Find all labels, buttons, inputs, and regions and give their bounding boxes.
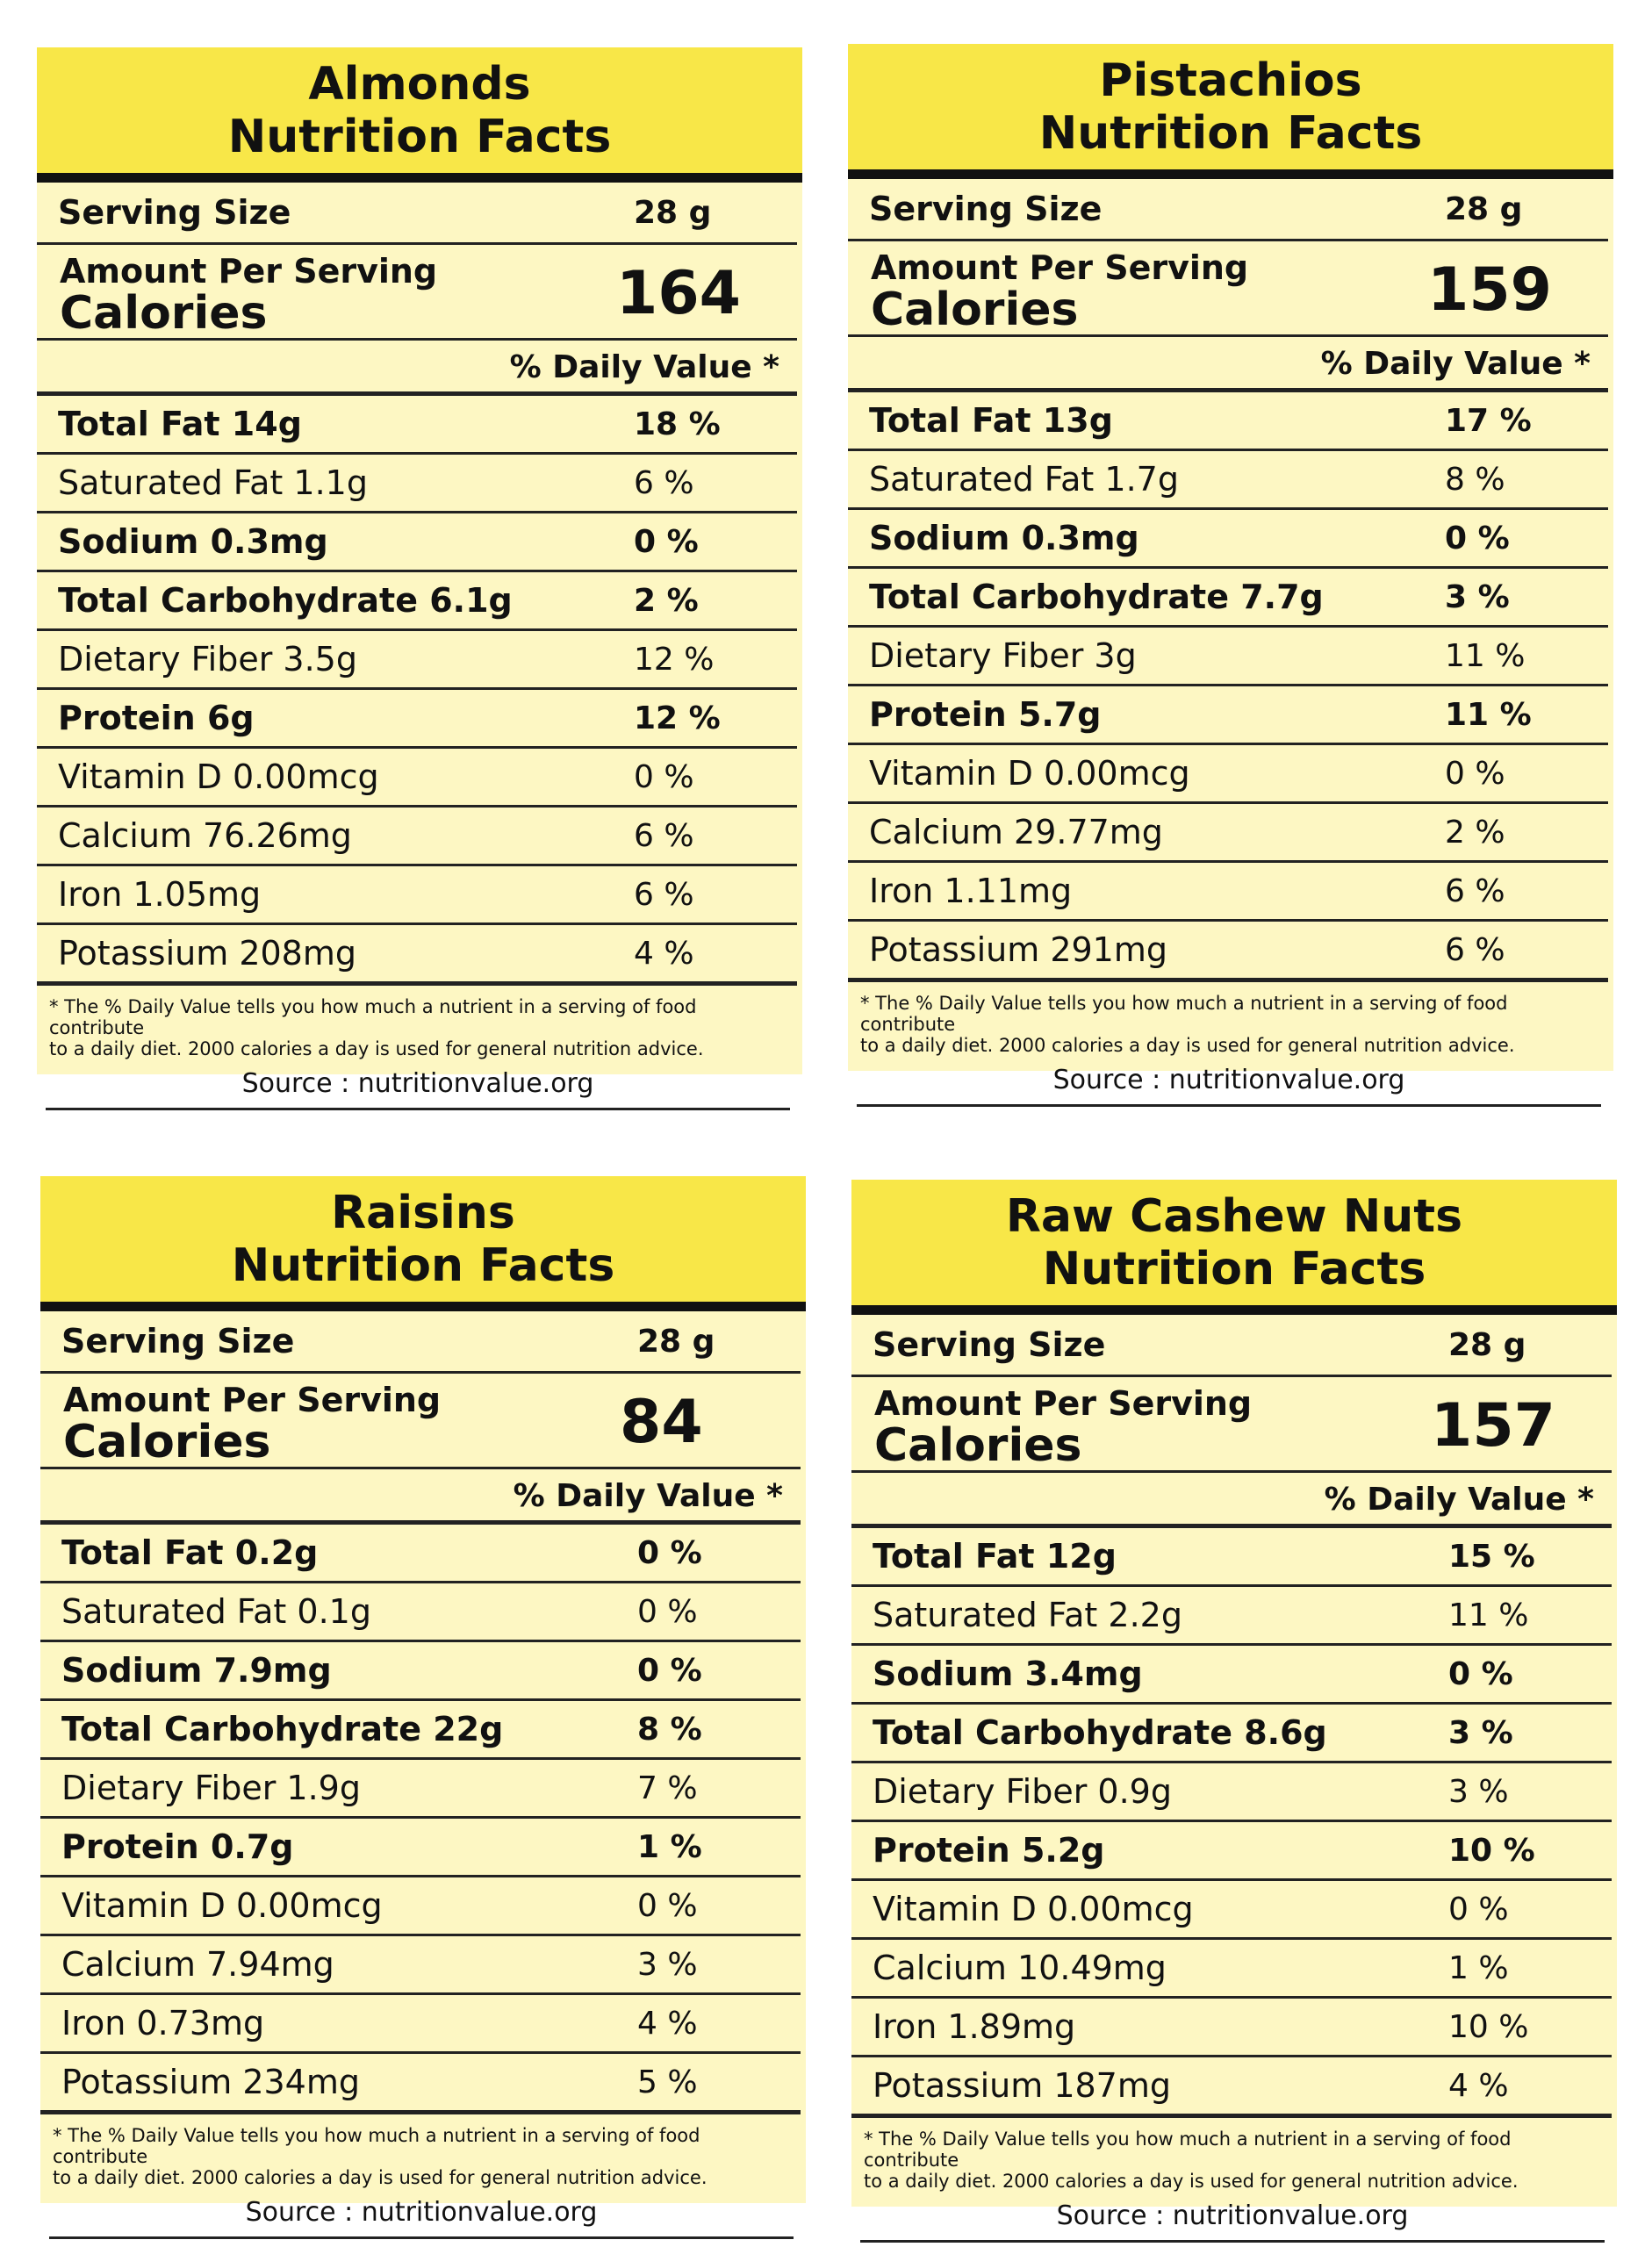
nutrient-daily-value: 10 %: [1448, 2008, 1529, 2045]
nutrient-daily-value: 2 %: [1445, 814, 1505, 851]
footnote: [40, 2114, 806, 2188]
nutrient-row: [851, 1822, 1612, 1881]
daily-value-header: [40, 1469, 801, 1525]
nutrient-name: Total Fat 12g: [873, 1537, 1117, 1576]
calories-row: [37, 245, 797, 341]
serving-size-value: 28 g: [637, 1323, 715, 1360]
nutrient-daily-value: 3 %: [637, 1946, 698, 1983]
nutrient-row: [37, 749, 797, 808]
nutrient-daily-value: 6 %: [634, 817, 694, 854]
nutrient-row: [37, 396, 797, 455]
calories-label: Calories: [874, 1419, 1082, 1472]
label-subtitle: Nutrition Facts: [1042, 1242, 1426, 1296]
amount-per-serving-label: Amount Per Serving: [63, 1381, 442, 1419]
nutrient-row: [848, 451, 1608, 510]
label-title: Pistachios: [1099, 54, 1362, 107]
nutrient-list: [851, 1528, 1617, 2118]
nutrient-name: Sodium 7.9mg: [61, 1651, 332, 1690]
nutrient-list: [37, 396, 802, 986]
label-title: Raisins: [331, 1186, 515, 1239]
nutrient-name: Potassium 291mg: [869, 930, 1167, 969]
label-header: [37, 47, 802, 183]
amount-per-serving-label: Amount Per Serving: [871, 248, 1249, 287]
nutrient-name: Calcium 10.49mg: [873, 1949, 1167, 1987]
nutrient-name: Vitamin D 0.00mcg: [58, 757, 379, 796]
nutrient-name: Total Carbohydrate 6.1g: [58, 581, 513, 620]
serving-size-row: [848, 179, 1608, 241]
nutrient-daily-value: 0 %: [1448, 1655, 1513, 1692]
amount-per-serving-label: Amount Per Serving: [874, 1384, 1253, 1423]
nutrient-row: [851, 1646, 1612, 1705]
nutrient-row: [40, 2054, 801, 2114]
nutrient-name: Potassium 187mg: [873, 2066, 1171, 2105]
nutrient-daily-value: 8 %: [637, 1711, 702, 1748]
nutrient-daily-value: 11 %: [1445, 637, 1526, 674]
footnote: [37, 986, 802, 1059]
nutrient-name: Vitamin D 0.00mcg: [873, 1890, 1194, 1928]
nutrient-row: [848, 392, 1608, 451]
serving-size-row: [851, 1315, 1612, 1377]
nutrient-list: [40, 1525, 806, 2114]
nutrient-row: [40, 1819, 801, 1877]
calories-value: 159: [1427, 255, 1552, 325]
serving-size-label: Serving Size: [58, 193, 291, 232]
nutrient-row: [40, 1583, 801, 1642]
nutrient-row: [40, 1701, 801, 1760]
nutrient-daily-value: 12 %: [634, 700, 721, 736]
daily-value-label: % Daily Value *: [509, 349, 779, 385]
nutrient-row: [40, 1642, 801, 1701]
nutrient-daily-value: 5 %: [637, 2064, 698, 2100]
serving-size-value: 28 g: [634, 194, 712, 231]
nutrient-daily-value: 4 %: [1448, 2067, 1509, 2104]
serving-size-label: Serving Size: [61, 1322, 295, 1360]
nutrient-daily-value: 7 %: [637, 1770, 698, 1806]
serving-size-label: Serving Size: [873, 1325, 1106, 1364]
nutrient-name: Iron 1.11mg: [869, 872, 1073, 910]
nutrient-row: [37, 572, 797, 631]
nutrient-row: [37, 690, 797, 749]
nutrient-list: [848, 392, 1613, 982]
nutrient-daily-value: 12 %: [634, 641, 715, 678]
nutrient-daily-value: 1 %: [1448, 1949, 1509, 1986]
nutrient-name: Protein 5.7g: [869, 695, 1102, 734]
nutrition-label: [40, 1176, 806, 2228]
label-header: [40, 1176, 806, 1311]
daily-value-header: [851, 1473, 1612, 1528]
daily-value-label: % Daily Value *: [513, 1478, 783, 1514]
label-subtitle: Nutrition Facts: [1038, 106, 1423, 160]
daily-value-label: % Daily Value *: [1320, 346, 1591, 382]
nutrient-daily-value: 6 %: [634, 464, 694, 501]
label-title: Raw Cashew Nuts: [1005, 1189, 1463, 1243]
daily-value-header: [37, 341, 797, 396]
nutrient-daily-value: 3 %: [1448, 1714, 1513, 1751]
nutrient-row: [848, 686, 1608, 745]
nutrient-name: Iron 1.89mg: [873, 2007, 1076, 2046]
calories-row: [848, 241, 1608, 337]
nutrient-row: [851, 1587, 1612, 1646]
nutrient-name: Calcium 29.77mg: [869, 813, 1163, 851]
serving-size-row: [37, 183, 797, 245]
footnote-line: to a daily diet. 2000 calories a day is used for general nutrition advice.: [49, 1038, 704, 1059]
nutrient-row: [851, 2057, 1612, 2118]
nutrient-row: [37, 513, 797, 572]
nutrient-name: Dietary Fiber 1.9g: [61, 1769, 361, 1807]
calories-label: Calories: [60, 287, 268, 340]
daily-value-header: [848, 337, 1608, 392]
nutrient-name: Protein 0.7g: [61, 1827, 294, 1866]
nutrient-name: Iron 1.05mg: [58, 875, 262, 914]
nutrient-name: Iron 0.73mg: [61, 2004, 265, 2042]
nutrient-row: [37, 808, 797, 866]
nutrient-daily-value: 17 %: [1445, 402, 1532, 439]
nutrient-row: [851, 1705, 1612, 1763]
source-text: Source : nutritionvalue.org: [860, 2200, 1605, 2243]
nutrient-daily-value: 6 %: [1445, 931, 1505, 968]
nutrient-name: Total Carbohydrate 8.6g: [873, 1713, 1327, 1752]
amount-per-serving-label: Amount Per Serving: [60, 252, 438, 291]
nutrient-row: [40, 1760, 801, 1819]
nutrient-daily-value: 11 %: [1448, 1597, 1529, 1633]
nutrient-daily-value: 0 %: [634, 758, 694, 795]
nutrient-daily-value: 6 %: [634, 876, 694, 913]
nutrient-row: [40, 1936, 801, 1995]
nutrient-name: Total Fat 14g: [58, 405, 302, 443]
nutrient-row: [851, 1940, 1612, 1999]
label-subtitle: Nutrition Facts: [227, 110, 612, 163]
serving-size-label: Serving Size: [869, 190, 1103, 228]
nutrient-daily-value: 3 %: [1445, 578, 1510, 615]
footnote-line: to a daily diet. 2000 calories a day is used for general nutrition advice.: [860, 1035, 1515, 1056]
nutrient-name: Protein 5.2g: [873, 1831, 1105, 1870]
nutrient-name: Protein 6g: [58, 699, 255, 737]
nutrient-daily-value: 8 %: [1445, 461, 1505, 498]
nutrient-row: [40, 1995, 801, 2054]
nutrient-row: [848, 922, 1608, 982]
nutrient-row: [851, 1528, 1612, 1587]
nutrient-row: [37, 866, 797, 925]
nutrient-row: [851, 1999, 1612, 2057]
nutrient-row: [40, 1877, 801, 1936]
nutrient-daily-value: 3 %: [1448, 1773, 1509, 1810]
nutrient-name: Total Fat 0.2g: [61, 1533, 319, 1572]
calories-value: 84: [620, 1388, 703, 1457]
nutrient-daily-value: 6 %: [1445, 872, 1505, 909]
nutrient-name: Total Carbohydrate 22g: [61, 1710, 504, 1748]
calories-value: 164: [616, 259, 741, 328]
nutrient-row: [37, 631, 797, 690]
nutrient-name: Total Carbohydrate 7.7g: [869, 578, 1324, 616]
nutrition-label: [848, 44, 1613, 1095]
nutrient-name: Dietary Fiber 0.9g: [873, 1772, 1172, 1811]
nutrient-row: [40, 1525, 801, 1583]
nutrient-daily-value: 4 %: [634, 935, 694, 972]
calories-label: Calories: [871, 284, 1079, 336]
source-text: Source : nutritionvalue.org: [49, 2197, 794, 2239]
nutrient-daily-value: 0 %: [634, 523, 699, 560]
footnote-line: to a daily diet. 2000 calories a day is used for general nutrition advice.: [864, 2171, 1519, 2192]
calories-value: 157: [1431, 1391, 1555, 1461]
nutrient-name: Total Fat 13g: [869, 401, 1113, 440]
nutrient-name: Saturated Fat 1.7g: [869, 460, 1179, 499]
source-text: Source : nutritionvalue.org: [857, 1065, 1601, 1107]
nutrient-name: Dietary Fiber 3g: [869, 636, 1137, 675]
nutrient-daily-value: 10 %: [1448, 1832, 1535, 1869]
nutrient-name: Saturated Fat 1.1g: [58, 463, 368, 502]
label-header: [851, 1180, 1617, 1315]
daily-value-label: % Daily Value *: [1324, 1482, 1594, 1518]
nutrient-name: Calcium 76.26mg: [58, 816, 352, 855]
nutrient-daily-value: 0 %: [1448, 1891, 1509, 1928]
nutrient-name: Vitamin D 0.00mcg: [869, 754, 1190, 793]
nutrient-daily-value: 1 %: [637, 1828, 702, 1865]
nutrition-label: [851, 1180, 1617, 2231]
nutrient-daily-value: 0 %: [637, 1534, 702, 1571]
nutrient-daily-value: 15 %: [1448, 1538, 1535, 1575]
nutrient-name: Potassium 234mg: [61, 2063, 360, 2101]
nutrient-name: Sodium 0.3mg: [869, 519, 1139, 557]
nutrient-daily-value: 0 %: [637, 1652, 702, 1689]
nutrient-row: [848, 745, 1608, 804]
nutrient-name: Saturated Fat 2.2g: [873, 1596, 1182, 1634]
nutrient-name: Sodium 3.4mg: [873, 1655, 1143, 1693]
footnote-line: to a daily diet. 2000 calories a day is used for general nutrition advice.: [53, 2167, 707, 2188]
nutrient-name: Dietary Fiber 3.5g: [58, 640, 357, 678]
serving-size-value: 28 g: [1448, 1326, 1526, 1363]
nutrient-row: [851, 1881, 1612, 1940]
nutrient-daily-value: 0 %: [1445, 755, 1505, 792]
footnote-line: * The % Daily Value tells you how much a nutrient in a serving of food contribute: [864, 2129, 1512, 2171]
label-header: [848, 44, 1613, 179]
nutrient-daily-value: 11 %: [1445, 696, 1532, 733]
calories-label: Calories: [63, 1416, 271, 1468]
nutrient-row: [848, 569, 1608, 628]
nutrient-daily-value: 2 %: [634, 582, 699, 619]
nutrient-name: Potassium 208mg: [58, 934, 356, 973]
footnote-line: * The % Daily Value tells you how much a nutrient in a serving of food contribute: [860, 993, 1508, 1035]
footnote-line: * The % Daily Value tells you how much a nutrient in a serving of food contribute: [53, 2125, 700, 2167]
footnote: [851, 2118, 1617, 2192]
label-title: Almonds: [308, 57, 531, 111]
nutrient-daily-value: 0 %: [637, 1593, 698, 1630]
nutrition-label: [37, 47, 802, 1099]
nutrient-name: Sodium 0.3mg: [58, 522, 328, 561]
nutrient-name: Saturated Fat 0.1g: [61, 1592, 371, 1631]
nutrient-daily-value: 18 %: [634, 406, 721, 442]
footnote: [848, 982, 1613, 1056]
nutrient-row: [848, 863, 1608, 922]
nutrient-row: [37, 455, 797, 513]
source-text: Source : nutritionvalue.org: [46, 1068, 790, 1110]
nutrient-row: [851, 1763, 1612, 1822]
calories-row: [40, 1374, 801, 1469]
nutrient-daily-value: 4 %: [637, 2005, 698, 2042]
nutrient-name: Calcium 7.94mg: [61, 1945, 334, 1984]
serving-size-row: [40, 1311, 801, 1374]
label-subtitle: Nutrition Facts: [231, 1238, 615, 1292]
nutrient-daily-value: 0 %: [637, 1887, 698, 1924]
nutrient-row: [848, 628, 1608, 686]
nutrient-name: Vitamin D 0.00mcg: [61, 1886, 383, 1925]
footnote-line: * The % Daily Value tells you how much a nutrient in a serving of food contribute: [49, 996, 697, 1038]
nutrient-row: [848, 510, 1608, 569]
serving-size-value: 28 g: [1445, 190, 1523, 227]
nutrient-daily-value: 0 %: [1445, 520, 1510, 556]
nutrient-row: [848, 804, 1608, 863]
calories-row: [851, 1377, 1612, 1473]
nutrient-row: [37, 925, 797, 986]
